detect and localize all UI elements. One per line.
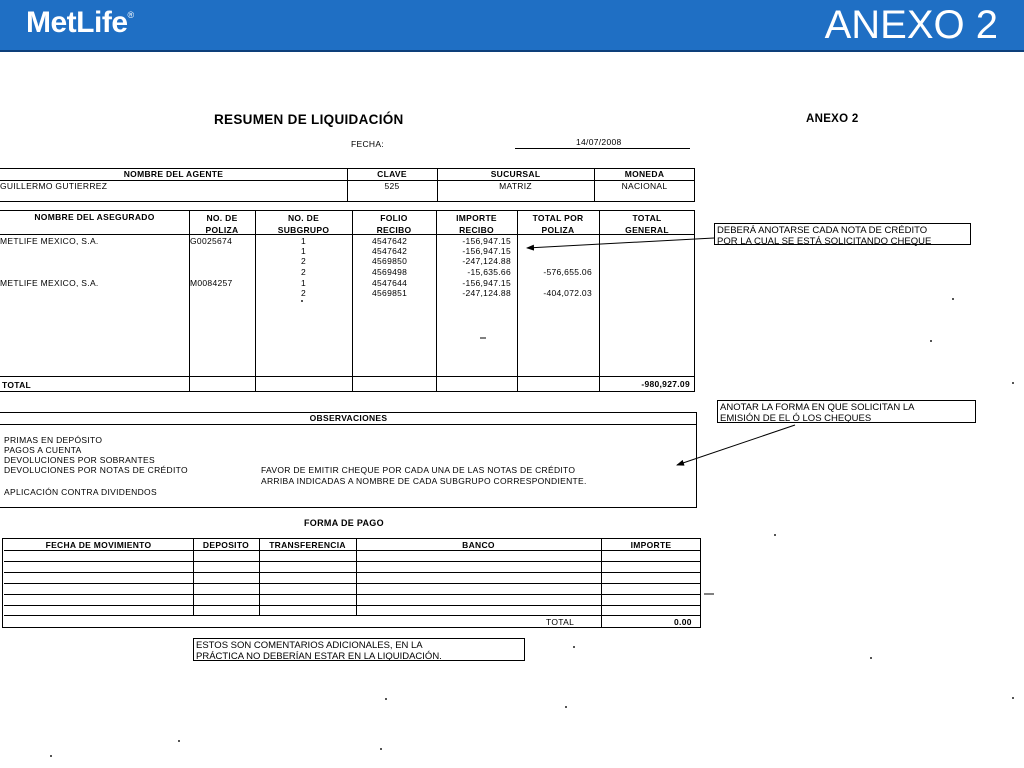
obs-item: APLICACIÓN CONTRA DIVIDENDOS (4, 487, 157, 497)
scan-speck (774, 534, 776, 536)
scan-speck (178, 740, 180, 742)
fp-col-transferencia: TRANSFERENCIA (269, 540, 346, 550)
obs-item: PAGOS A CUENTA (4, 445, 82, 455)
metlife-logo: MetLife® (26, 6, 134, 39)
scan-speck (870, 657, 872, 659)
note-nota-credito: DEBERÁ ANOTARSE CADA NOTA DE CRÉDITO POR LA CUAL SE ESTÁ SOLICITANDO CHEQUE (714, 223, 971, 245)
agent-name: GUILLERMO GUTIERREZ (0, 181, 108, 191)
agent-header-name: NOMBRE DEL AGENTE (123, 169, 224, 179)
obs-comment-line1: FAVOR DE EMITIR CHEQUE POR CADA UNA DE LAS NOTAS DE CRÉDITO (261, 465, 576, 475)
scan-speck (930, 340, 932, 342)
scan-speck (1012, 697, 1014, 699)
agent-header-sucursal: SUCURSAL (490, 169, 541, 179)
agent-moneda: NACIONAL (621, 181, 668, 191)
col-poliza: NO. DE POLIZA (205, 213, 239, 235)
total-value: -980,927.09 (641, 379, 690, 389)
arrow-to-importe (527, 238, 714, 248)
scan-speck (50, 755, 52, 757)
obs-item: PRIMAS EN DEPÓSITO (4, 435, 103, 445)
total-label: TOTAL (2, 380, 32, 390)
fecha-value: 14/07/2008 (576, 137, 622, 147)
scan-speck (565, 706, 567, 708)
fp-total-label: TOTAL (546, 617, 575, 627)
agent-header-moneda: MONEDA (624, 169, 665, 179)
agent-sucursal: MATRIZ (499, 181, 532, 191)
obs-item: DEVOLUCIONES POR SOBRANTES (4, 455, 155, 465)
scan-speck (385, 698, 387, 700)
observaciones-title: OBSERVACIONES (309, 413, 388, 423)
col-folio: FOLIO RECIBO (376, 213, 412, 235)
forma-pago-title: FORMA DE PAGO (304, 518, 384, 528)
col-subgrupo: NO. DE SUBGRUPO (277, 213, 330, 235)
obs-comment-line2: ARRIBA INDICADAS A NOMBRE DE CADA SUBGRUPO CORRESPONDIENTE. (261, 476, 587, 486)
scan-speck (380, 748, 382, 750)
col-total-poliza: TOTAL POR POLIZA (532, 213, 584, 235)
fp-col-fecha: FECHA DE MOVIMIENTO (45, 540, 152, 550)
fp-col-deposito: DEPOSITO (202, 540, 250, 550)
fp-total-value: 0.00 (674, 617, 692, 627)
note-forma-cheques: ANOTAR LA FORMA EN QUE SOLICITAN LA EMISIÓN DE EL Ó LOS CHEQUES (717, 400, 976, 423)
col-asegurado: NOMBRE DEL ASEGURADO (34, 212, 155, 222)
agent-clave: 525 (384, 181, 400, 191)
fp-col-banco: BANCO (462, 540, 495, 550)
scan-speck (952, 298, 954, 300)
agent-header-clave: CLAVE (377, 169, 407, 179)
scan-speck (1012, 382, 1014, 384)
col-total-general: TOTAL GENERAL (625, 213, 669, 235)
fp-col-importe: IMPORTE (630, 540, 672, 550)
scan-speck (301, 300, 303, 302)
fecha-label: FECHA: (351, 139, 384, 149)
note-comentarios: ESTOS SON COMENTARIOS ADICIONALES, EN LA PRÁCTICA NO DEBERÍAN ESTAR EN LA LIQUIDACIÓN. (193, 638, 525, 661)
doc-title: RESUMEN DE LIQUIDACIÓN (214, 112, 404, 127)
obs-item: DEVOLUCIONES POR NOTAS DE CRÉDITO (4, 465, 188, 475)
slide-title: ANEXO 2 (824, 3, 998, 47)
doc-anexo: ANEXO 2 (806, 113, 859, 125)
col-importe: IMPORTE RECIBO (456, 213, 497, 235)
scan-speck (573, 646, 575, 648)
arrow-to-observaciones (677, 425, 795, 465)
